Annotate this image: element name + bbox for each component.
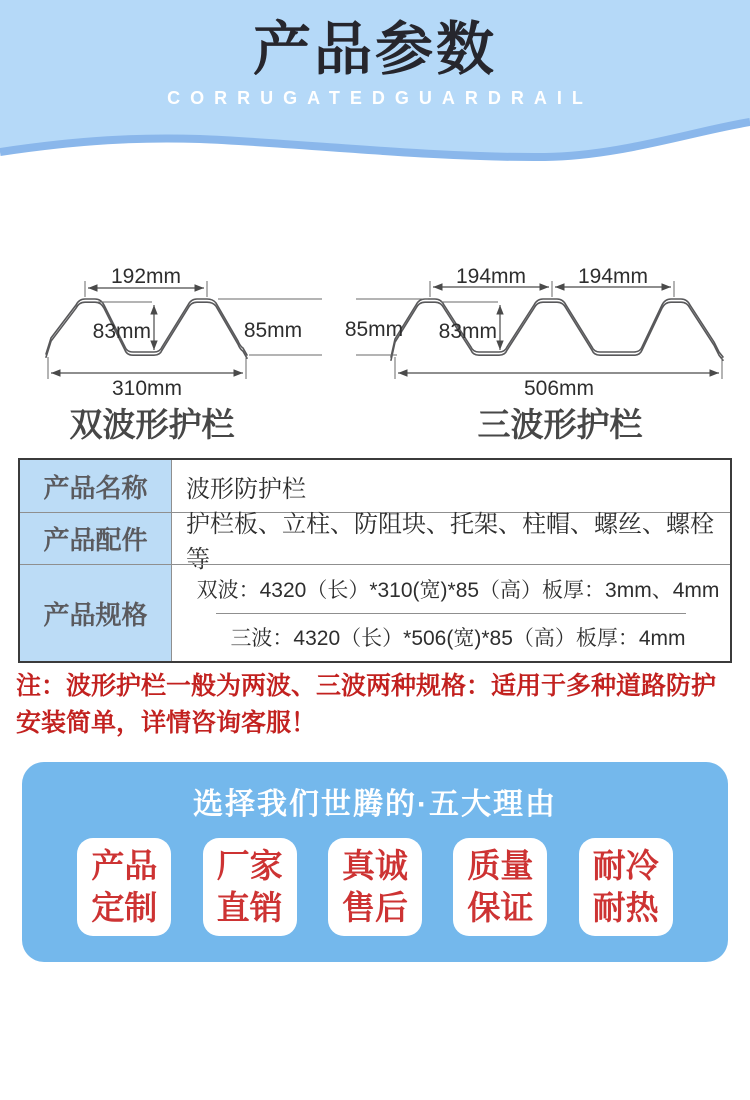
note-line-2: 安装简单，详情咨询客服！: [16, 709, 317, 737]
reason-card-quality: [453, 838, 547, 936]
reason-card-line: 耐热: [592, 889, 659, 926]
page-subtitle: CORRUGATEDGUARDRAIL: [167, 88, 593, 108]
reason-card-line: 质量: [467, 847, 534, 884]
note-text: [16, 668, 740, 742]
triple-wave-outer-height-dimension: 85mm: [344, 318, 404, 341]
double-wave-inner-height-dimension: 83mm: [92, 320, 151, 343]
product-spec-table: [18, 458, 732, 663]
double-wave-profile-drawing: [46, 265, 322, 443]
reason-card-line: 产品: [91, 847, 158, 884]
reasons-box: [22, 762, 728, 962]
double-wave-outer-height-dimension: 85mm: [243, 319, 303, 342]
spec-row-name-label: 产品名称: [20, 460, 172, 512]
page-title: 产品参数: [252, 17, 497, 82]
reason-card-temperature-resistant: [579, 838, 673, 936]
double-wave-top-dimension: 192mm: [110, 265, 182, 288]
triple-wave-top-left-dimension: 194mm: [455, 265, 527, 288]
reason-card-factory-direct: [203, 838, 297, 936]
double-wave-label: 双波形护栏: [69, 406, 235, 443]
reason-card-line: 售后: [341, 889, 408, 926]
spec-row-size-label: 产品规格: [20, 564, 172, 661]
triple-wave-bottom-dimension: 506mm: [523, 377, 595, 400]
reason-card-line: 定制: [91, 889, 158, 926]
reason-card-line: 直销: [216, 889, 283, 926]
reason-card-custom: [77, 838, 171, 936]
spec-row-parts-value: 护栏板、立柱、防阻块、托架、柱帽、螺丝、螺栓等: [172, 512, 730, 564]
spec-triple-wave-size: 三波：4320（长）*506(宽)*85（高）板厚：4mm: [216, 613, 685, 662]
note-line-1: 注：波形护栏一般为两波、三波两种规格：适用于多种道路防护: [16, 672, 717, 700]
spec-double-wave-size: 双波：4320（长）*310(宽)*85（高）板厚：3mm、4mm: [196, 578, 720, 602]
triple-wave-label: 三波形护栏: [477, 406, 643, 443]
reason-card-line: 真诚: [341, 847, 408, 884]
triple-wave-inner-height-dimension: 83mm: [438, 320, 497, 343]
spec-row-size-values: [172, 564, 730, 661]
spec-row-parts-label: 产品配件: [20, 512, 172, 564]
triple-wave-profile-drawing: [345, 265, 723, 443]
reasons-card-row: [22, 838, 728, 936]
reason-card-line: 厂家: [216, 847, 283, 884]
reason-card-sincere-service: [328, 838, 422, 936]
triple-wave-top-right-dimension: 194mm: [577, 265, 649, 288]
reason-card-line: 耐冷: [592, 847, 659, 884]
guardrail-profile-diagrams: [0, 255, 750, 455]
reasons-title: 选择我们世腾的·五大理由: [193, 788, 557, 821]
reason-card-line: 保证: [467, 889, 534, 926]
double-wave-bottom-dimension: 310mm: [111, 377, 183, 400]
spec-row-name-value: 波形防护栏: [186, 475, 306, 503]
